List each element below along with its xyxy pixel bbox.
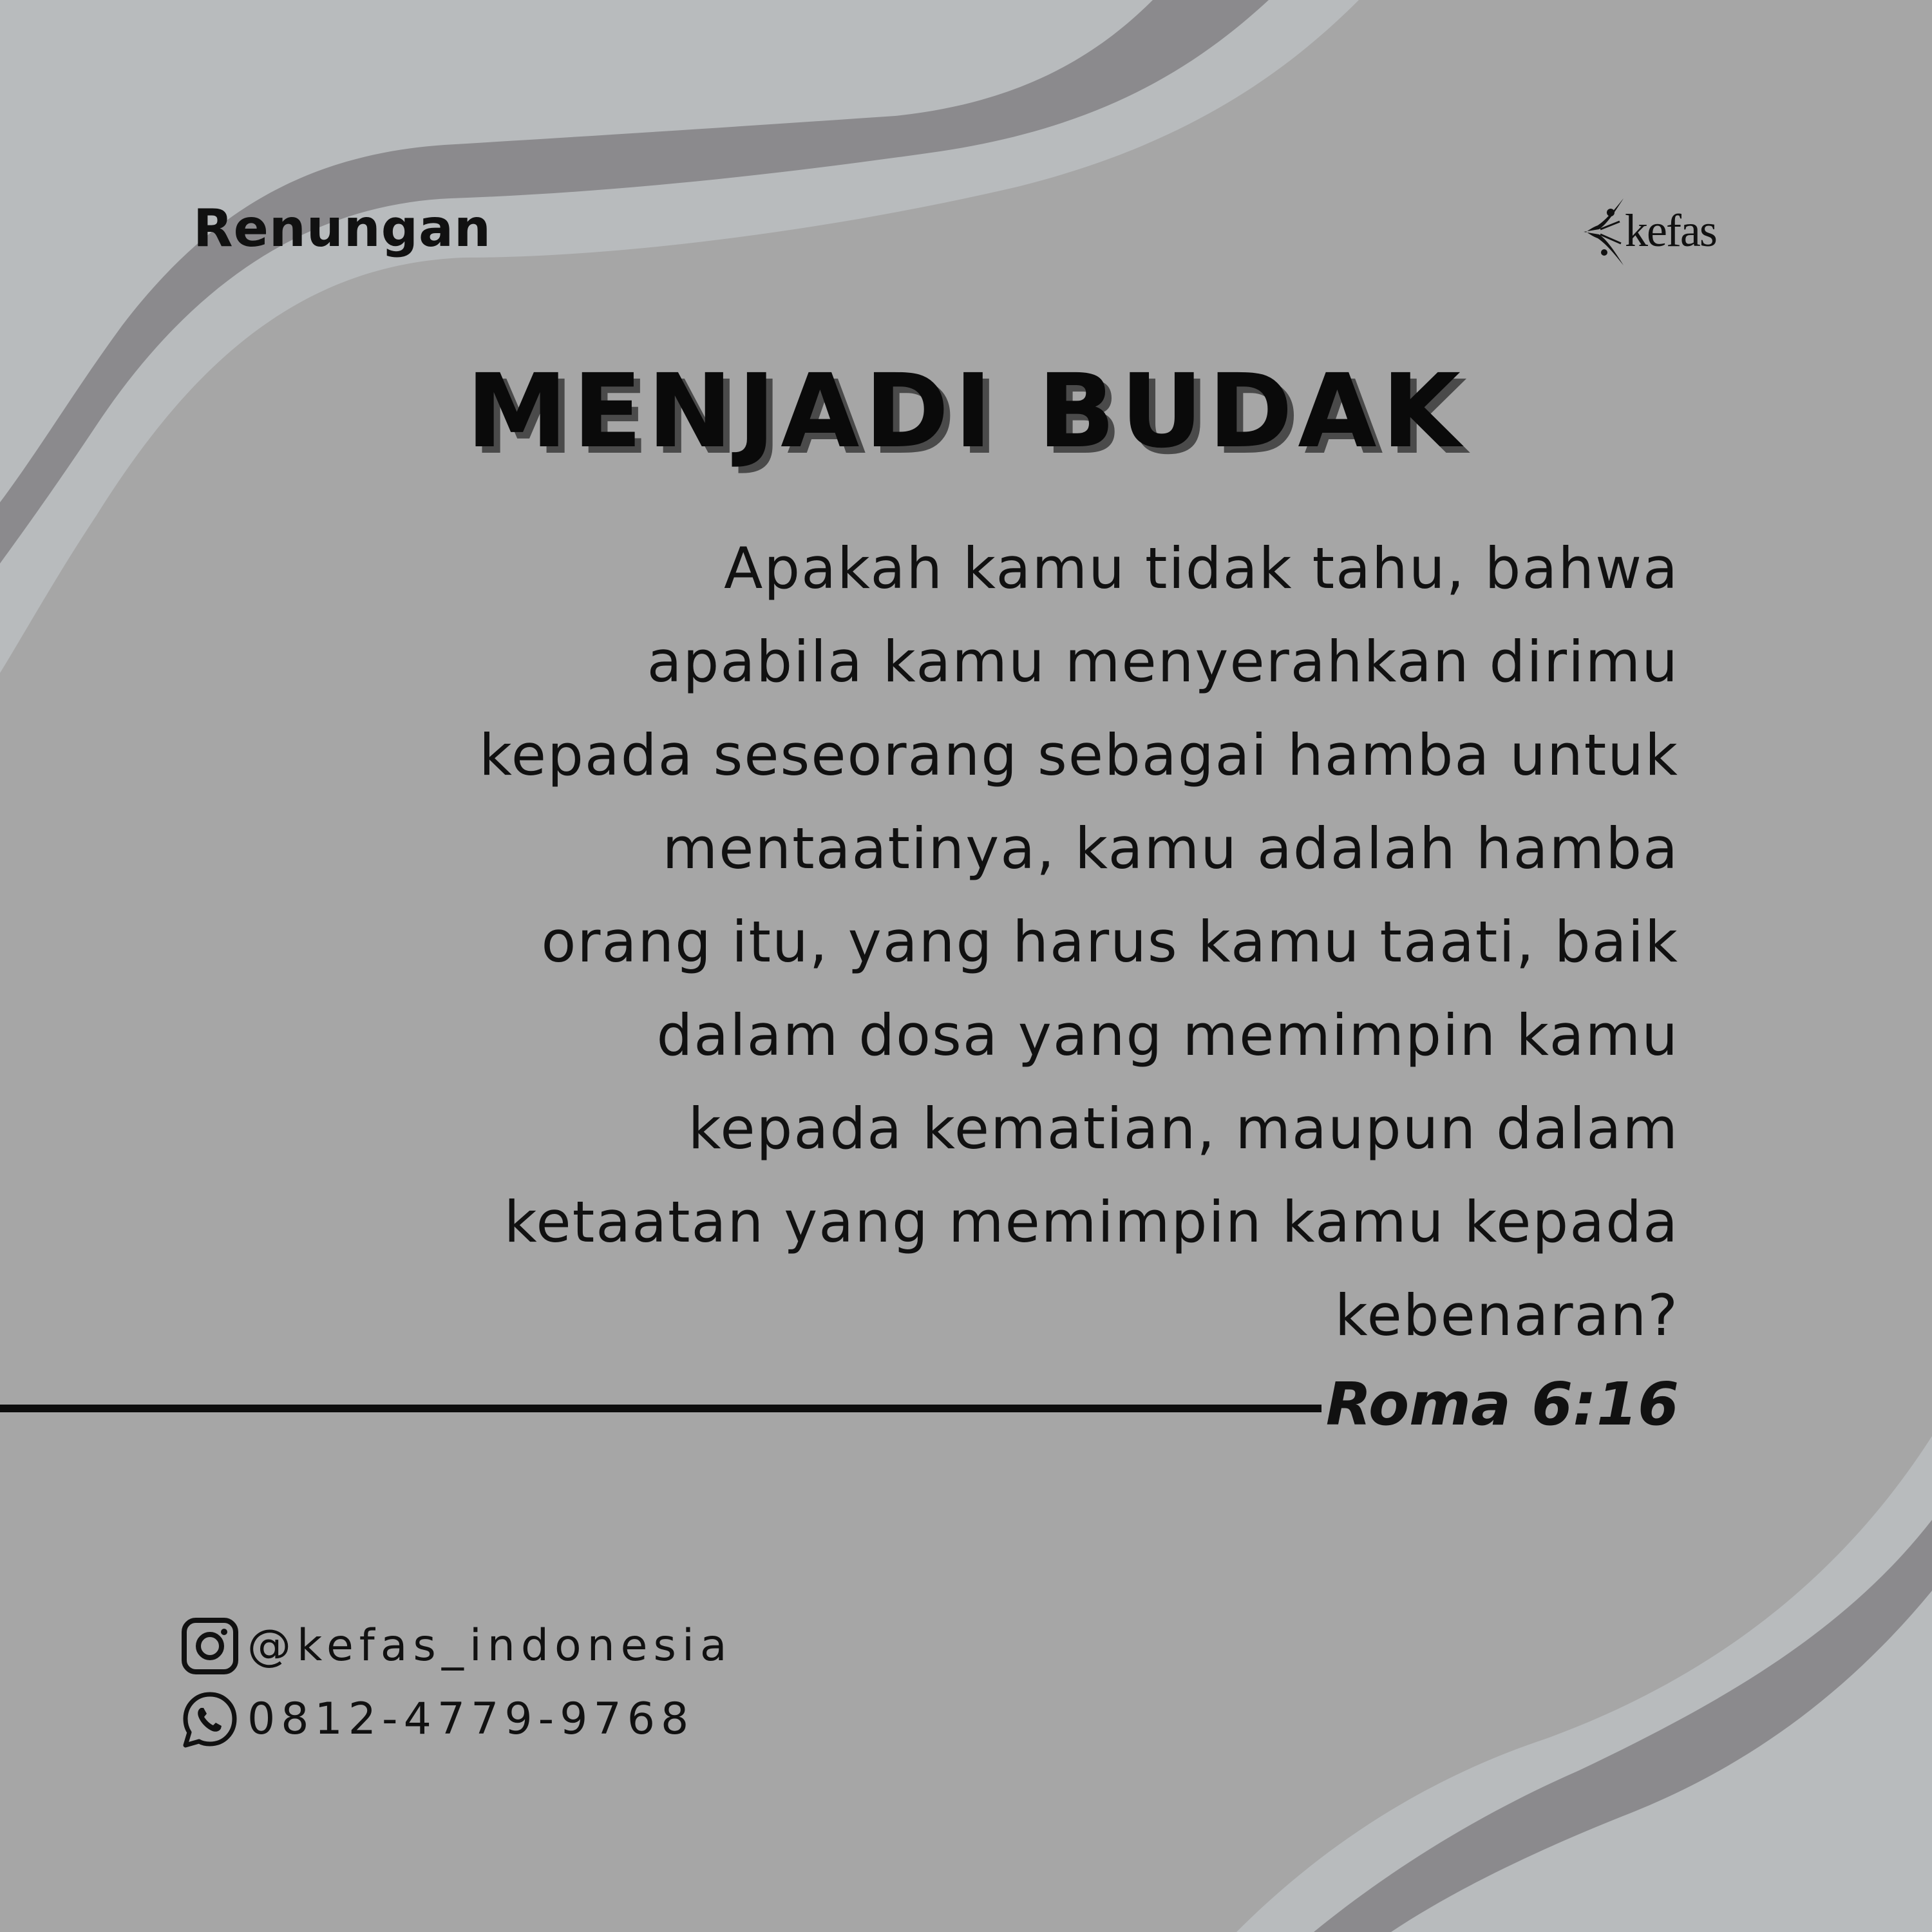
verse-line: mentaatinya, kamu adalah hamba (662, 815, 1679, 882)
verse-text (423, 522, 1679, 1362)
category-label: Renungan (193, 198, 491, 258)
kefas-logo (1581, 193, 1742, 270)
verse-line: ketaatan yang memimpin kamu kepada (504, 1189, 1679, 1255)
contact-whatsapp[interactable] (180, 1689, 694, 1750)
verse-reference: Roma 6:16 (1325, 1370, 1679, 1439)
verse-line: Apakah kamu tidak tahu, bahwa (724, 535, 1679, 601)
kefas-star-icon (1581, 193, 1626, 270)
page-title: MENJADI BUDAK (466, 352, 1466, 471)
instagram-handle: @kefas_indonesia (247, 1620, 733, 1671)
contact-instagram[interactable] (180, 1615, 733, 1676)
whatsapp-icon (180, 1690, 240, 1749)
whatsapp-number: 0812-4779-9768 (247, 1693, 695, 1745)
verse-line: kebenaran? (1334, 1282, 1679, 1349)
instagram-icon (180, 1616, 240, 1676)
logo-text: kefas (1625, 205, 1716, 256)
divider-line (0, 1405, 1321, 1412)
verse-line: dalam dosa yang memimpin kamu (656, 1002, 1679, 1068)
verse-line: kepada kematian, maupun dalam (688, 1095, 1679, 1162)
verse-line: kepada seseorang sebagai hamba untuk (479, 722, 1679, 788)
verse-line: apabila kamu menyerahkan dirimu (647, 629, 1679, 695)
verse-line: orang itu, yang harus kamu taati, baik (541, 909, 1679, 975)
